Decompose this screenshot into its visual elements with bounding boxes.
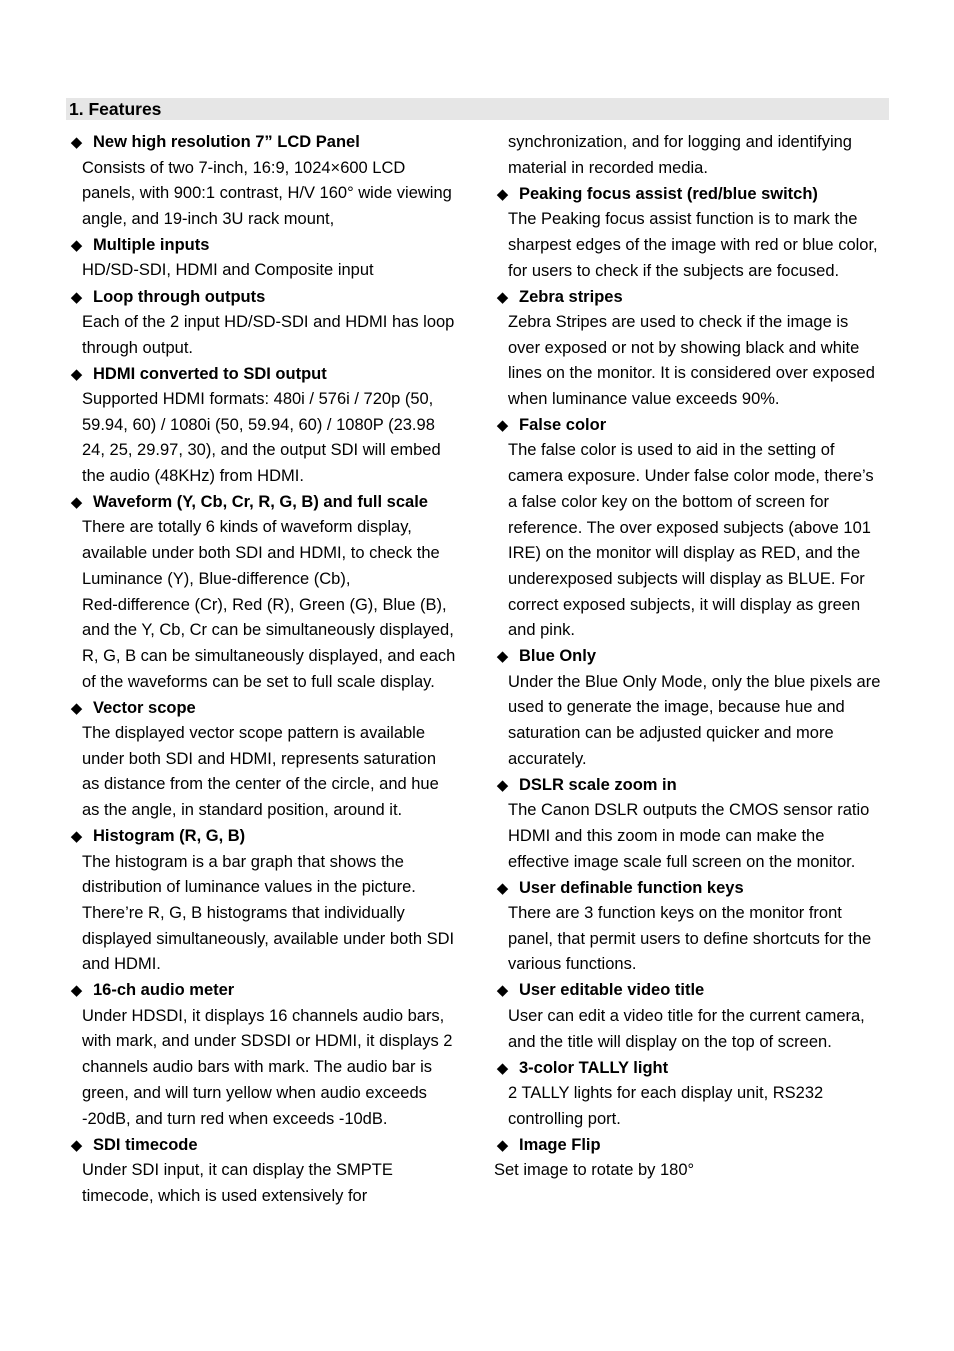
feature-heading-row	[494, 181, 894, 207]
diamond-bullet-icon: ◆	[496, 982, 509, 1000]
feature-description: 2 TALLY lights for each display unit, RS232 controlling port.	[508, 1083, 824, 1128]
left-column	[68, 130, 468, 1209]
feature-heading-row	[68, 490, 468, 516]
diamond-bullet-icon: ◆	[70, 828, 83, 846]
feature-heading: Histogram (R, G, B)	[93, 827, 246, 846]
feature-heading-row	[68, 284, 468, 310]
section-title: 1. Features	[69, 99, 162, 119]
diamond-bullet-icon: ◆	[496, 1136, 509, 1154]
feature-heading: 3-color TALLY light	[519, 1058, 669, 1077]
feature-heading: Loop through outputs	[93, 287, 266, 306]
feature-heading: Vector scope	[93, 698, 196, 717]
feature-description: Consists of two 7-inch, 16:9, 1024×600 LCD panels, with 900:1 contrast, H/V 160° wide viewing angle, and 19-inch 3U rack mount,	[82, 158, 452, 229]
feature-description: The histogram is a bar graph that shows the distribution of luminance values in the picture. There’re R, G, B histograms that individually displayed simultaneously, available under both SDI and HDMI.	[82, 852, 455, 974]
feature-heading: Blue Only	[519, 647, 597, 666]
feature-description: The displayed vector scope pattern is available under both SDI and HDMI, represents saturation as distance from the center of the circle, and hue as the angle, in standard position, around it.	[82, 724, 439, 820]
feature-heading-row	[68, 695, 468, 721]
feature-dslr-zoom	[494, 773, 894, 876]
feature-description: Under the Blue Only Mode, only the blue pixels are used to generate the image, because hue and saturation can be adjusted quicker and more accurately.	[508, 672, 881, 768]
feature-video-title	[494, 978, 894, 1055]
feature-vector-scope	[68, 695, 468, 824]
feature-image-flip	[494, 1132, 894, 1183]
feature-description: Zebra Stripes are used to check if the image is over exposed or not by showing black and white lines on the monitor. It is considered over exposed when luminance value exceeds 90%.	[508, 312, 875, 408]
feature-heading-row	[494, 284, 894, 310]
diamond-bullet-icon: ◆	[70, 982, 83, 1000]
feature-multiple-inputs	[68, 233, 468, 284]
feature-description: There are 3 function keys on the monitor front panel, that permit users to define shortcuts for the various functions.	[508, 904, 872, 974]
diamond-bullet-icon: ◆	[70, 1136, 83, 1154]
feature-sdi-timecode-continued	[494, 130, 894, 181]
feature-heading: HDMI converted to SDI output	[93, 364, 327, 383]
feature-heading: User editable video title	[519, 981, 705, 1000]
feature-description: Supported HDMI formats: 480i / 576i / 720p (50, 59.94, 60) / 1080i (50, 59.94, 60) / 1080P (23.98 24, 25, 29.97, 30), and the output SDI will embed the audio (48KHz) from HDMI.	[82, 389, 441, 486]
diamond-bullet-icon: ◆	[496, 185, 509, 203]
feature-description: Set image to rotate by 180°	[494, 1160, 695, 1179]
diamond-bullet-icon: ◆	[496, 776, 509, 794]
feature-heading: Zebra stripes	[519, 287, 623, 306]
feature-audio-meter	[68, 978, 468, 1132]
feature-sdi-timecode	[68, 1132, 468, 1209]
feature-heading-row	[68, 1132, 468, 1158]
feature-description: There are totally 6 kinds of waveform display, available under both SDI and HDMI, to check the Luminance (Y), Blue-difference (Cb), Red-difference (Cr), Red (R), Green (G), Blue (B), and the Y, Cb, Cr can be simultaneously displayed, R, G, B can be simultaneously displayed, and each of the waveforms can be set to full scale display.	[82, 518, 456, 691]
feature-heading-row	[494, 413, 894, 439]
right-column	[494, 130, 894, 1184]
diamond-bullet-icon: ◆	[496, 879, 509, 897]
feature-heading: Multiple inputs	[93, 236, 210, 255]
feature-heading-row	[68, 824, 468, 850]
feature-description: Under HDSDI, it displays 16 channels audio bars, with mark, and under SDSDI or HDMI, it displays 2 channels audio bars with mark. The audio bar is green, and will turn yellow when audio exceeds -20dB, and turn red when exceeds -10dB.	[82, 1006, 453, 1128]
feature-heading-row	[494, 875, 894, 901]
diamond-bullet-icon: ◆	[496, 288, 509, 306]
feature-heading: New high resolution 7” LCD Panel	[93, 133, 360, 152]
feature-heading-row	[494, 1132, 894, 1158]
feature-heading: User definable function keys	[519, 878, 744, 897]
feature-description: User can edit a video title for the current camera, and the title will display on the top of screen.	[508, 1006, 865, 1051]
feature-heading: DSLR scale zoom in	[519, 775, 677, 794]
feature-hdmi-to-sdi	[68, 361, 468, 490]
feature-heading-row	[68, 233, 468, 259]
feature-heading-row	[68, 978, 468, 1004]
feature-heading: False color	[519, 416, 607, 435]
feature-description: HD/SD-SDI, HDMI and Composite input	[82, 261, 374, 280]
feature-description: The false color is used to aid in the setting of camera exposure. Under false color mode, there’s a false color key on the bottom of screen for reference. The over exposed subjects (above 101 IRE) on the monitor will display as RED, and the underexposed subjects will display as BLUE. For correct exposed subjects, it will display as green and pink.	[508, 441, 874, 640]
feature-description: Each of the 2 input HD/SD-SDI and HDMI has loop through output.	[82, 312, 455, 357]
feature-zebra-stripes	[494, 284, 894, 413]
feature-lcd-panel	[68, 130, 468, 233]
diamond-bullet-icon: ◆	[70, 134, 83, 152]
feature-loop-through	[68, 284, 468, 361]
feature-function-keys	[494, 875, 894, 978]
diamond-bullet-icon: ◆	[70, 365, 83, 383]
diamond-bullet-icon: ◆	[70, 288, 83, 306]
feature-description: The Peaking focus assist function is to mark the sharpest edges of the image with red or blue color, for users to check if the subjects are focused.	[508, 210, 878, 280]
feature-tally-light	[494, 1055, 894, 1132]
feature-false-color	[494, 413, 894, 644]
feature-description: Under SDI input, it can display the SMPTE timecode, which is used extensively for	[82, 1160, 393, 1205]
feature-blue-only	[494, 644, 894, 773]
feature-heading-row	[494, 1055, 894, 1081]
feature-heading-row	[494, 978, 894, 1004]
diamond-bullet-icon: ◆	[496, 1059, 509, 1077]
feature-heading-row	[68, 130, 468, 156]
feature-heading-row	[68, 361, 468, 387]
diamond-bullet-icon: ◆	[70, 494, 83, 512]
feature-heading: Waveform (Y, Cb, Cr, R, G, B) and full scale	[93, 493, 428, 512]
feature-peaking-focus	[494, 181, 894, 284]
diamond-bullet-icon: ◆	[496, 648, 509, 666]
feature-heading: 16-ch audio meter	[93, 981, 235, 1000]
section-header-bar	[66, 98, 889, 120]
feature-description: The Canon DSLR outputs the CMOS sensor ratio HDMI and this zoom in mode can make the effective image scale full screen on the monitor.	[508, 801, 870, 871]
diamond-bullet-icon: ◆	[70, 699, 83, 717]
feature-heading: Image Flip	[519, 1135, 601, 1154]
feature-histogram	[68, 824, 468, 978]
feature-waveform	[68, 490, 468, 696]
feature-heading: SDI timecode	[93, 1135, 198, 1154]
diamond-bullet-icon: ◆	[496, 417, 509, 435]
feature-heading: Peaking focus assist (red/blue switch)	[519, 184, 818, 203]
feature-heading-row	[494, 644, 894, 670]
diamond-bullet-icon: ◆	[70, 237, 83, 255]
feature-heading-row	[494, 773, 894, 799]
feature-description: synchronization, and for logging and identifying material in recorded media.	[508, 133, 852, 177]
